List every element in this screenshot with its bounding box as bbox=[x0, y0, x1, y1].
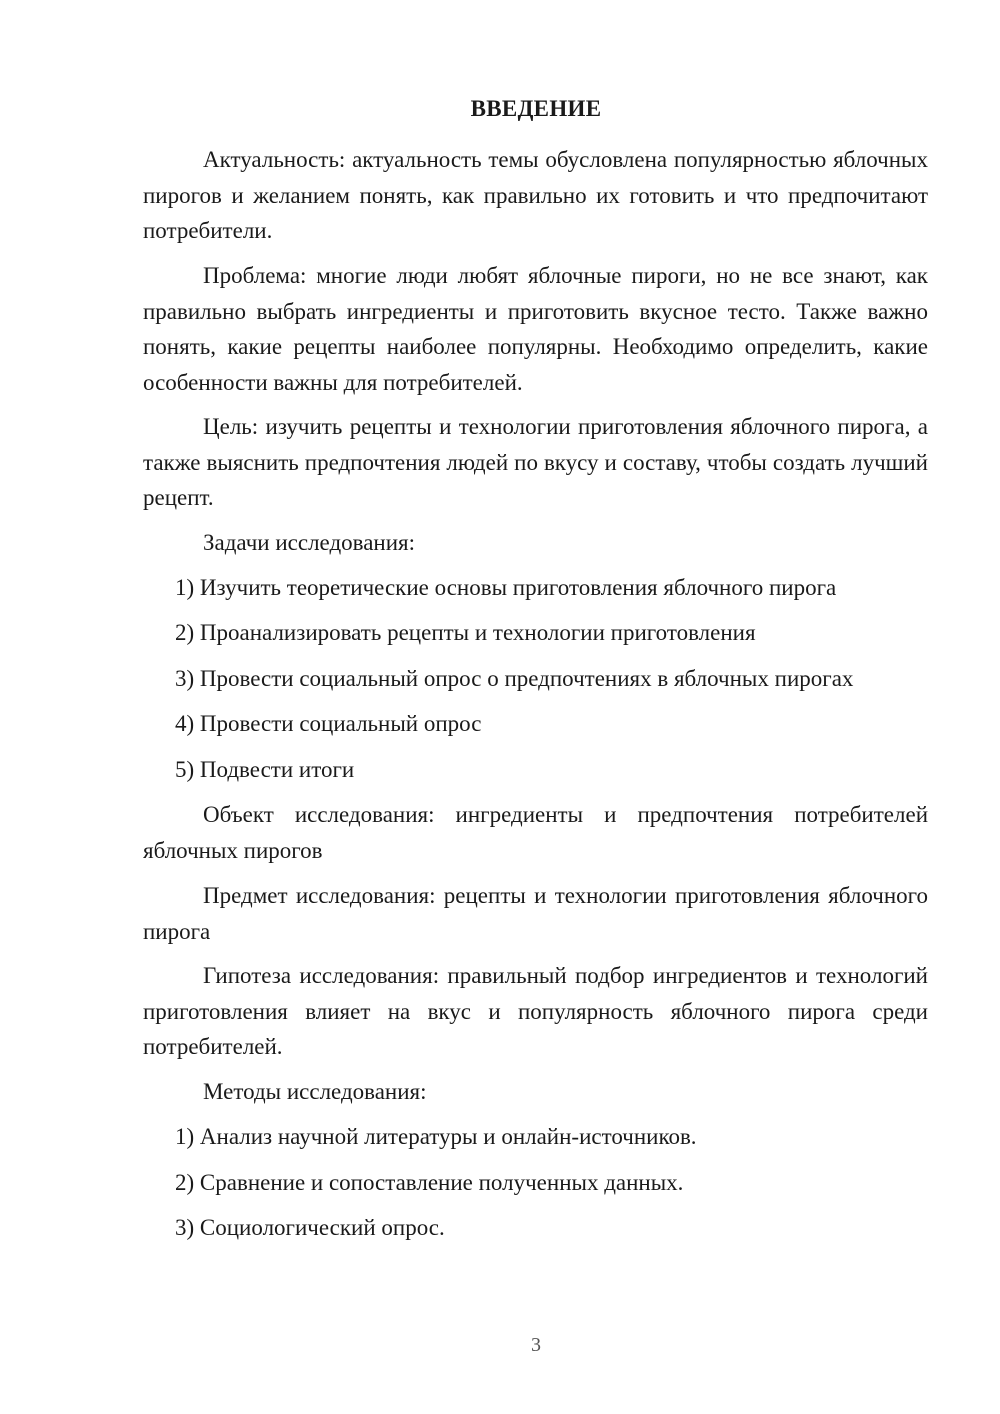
tasks-label: Задачи исследования: bbox=[203, 530, 416, 555]
method-item: 1) Анализ научной литературы и онлайн-источников. bbox=[175, 1124, 697, 1149]
methods-label: Методы исследования: bbox=[203, 1079, 427, 1104]
method-item: 2) Сравнение и сопоставление полученных данных. bbox=[175, 1170, 684, 1195]
task-item: 1) Изучить теоретические основы приготовления яблочного пирога bbox=[175, 575, 837, 600]
task-item: 5) Подвести итоги bbox=[175, 757, 355, 782]
object-paragraph: Объект исследования: ингредиенты и предпочтения потребителей яблочных пирогов bbox=[143, 802, 928, 863]
goal-paragraph: Цель: изучить рецепты и технологии приготовления яблочного пирога, а также выяснить предпочтения людей по вкусу и составу, чтобы создать лучший рецепт. bbox=[143, 414, 928, 510]
method-item: 3) Социологический опрос. bbox=[175, 1215, 445, 1240]
hypothesis-paragraph: Гипотеза исследования: правильный подбор ингредиентов и технологий приготовления влияет на вкус и популярность яблочного пирога среди потребителей. bbox=[143, 963, 928, 1059]
task-item: 4) Провести социальный опрос bbox=[175, 711, 482, 736]
problem-paragraph: Проблема: многие люди любят яблочные пироги, но не все знают, как правильно выбрать ингредиенты и приготовить вкусное тесто. Также важно понять, какие рецепты наиболее популярны. Необходимо определить, какие особенности важны для потребителей. bbox=[143, 263, 928, 395]
page-title: ВВЕДЕНИЕ bbox=[470, 96, 602, 121]
page-number: 3 bbox=[531, 1334, 541, 1356]
task-item: 3) Провести социальный опрос о предпочтениях в яблочных пирогах bbox=[175, 666, 854, 691]
relevance-paragraph: Актуальность: актуальность темы обусловлена популярностью яблочных пирогов и желанием понять, как правильно их готовить и что предпочитают потребители. bbox=[143, 147, 928, 243]
subject-paragraph: Предмет исследования: рецепты и технологии приготовления яблочного пирога bbox=[143, 883, 928, 944]
task-item: 2) Проанализировать рецепты и технологии приготовления bbox=[175, 620, 756, 645]
